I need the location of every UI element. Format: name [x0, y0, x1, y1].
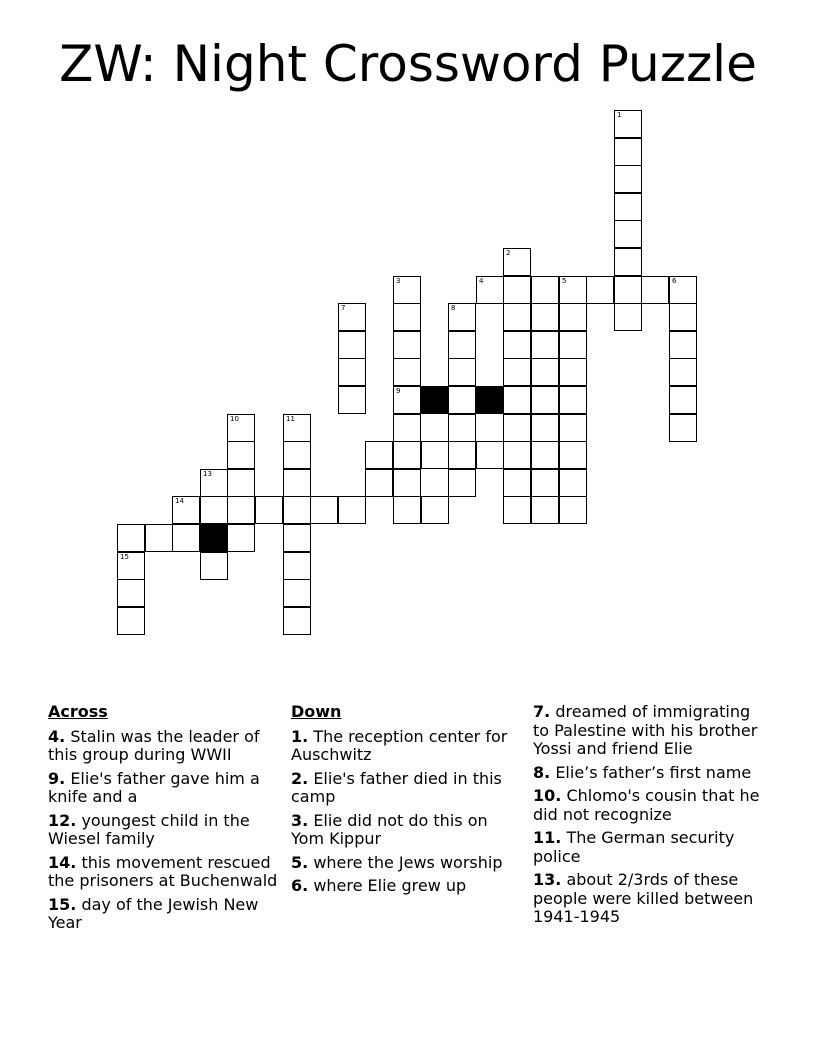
- clue-number: 14: [175, 497, 184, 505]
- crossword-cell[interactable]: [283, 607, 311, 635]
- crossword-cell[interactable]: [614, 220, 642, 248]
- clue-item: [48, 728, 280, 765]
- clue-item: [291, 770, 523, 807]
- clue-item: [533, 871, 765, 927]
- crossword-cell[interactable]: [614, 248, 642, 276]
- clue-item-number: 1.: [291, 726, 309, 746]
- crossword-cell[interactable]: [476, 276, 504, 304]
- crossword-cell[interactable]: [145, 524, 173, 552]
- crossword-cell[interactable]: [227, 441, 255, 469]
- crossword-cell[interactable]: [503, 496, 531, 524]
- crossword-cell[interactable]: [669, 386, 697, 414]
- crossword-cell[interactable]: [614, 193, 642, 221]
- crossword-cell[interactable]: [503, 469, 531, 497]
- crossword-cell[interactable]: [227, 414, 255, 442]
- crossword-cell[interactable]: [503, 441, 531, 469]
- crossword-cell[interactable]: [310, 496, 338, 524]
- clue-item: [533, 764, 765, 783]
- clue-item-text: dreamed of immigrating to Palestine with his brother Yossi and friend Elie: [533, 702, 758, 758]
- crossword-cell[interactable]: [365, 441, 393, 469]
- crossword-cell[interactable]: [559, 469, 587, 497]
- clue-item: [533, 703, 765, 759]
- crossword-cell[interactable]: [393, 496, 421, 524]
- crossword-cell[interactable]: [338, 386, 366, 414]
- crossword-cell[interactable]: [614, 110, 642, 138]
- clue-number: 2: [506, 249, 511, 257]
- crossword-cell[interactable]: [393, 441, 421, 469]
- clue-item: [48, 812, 280, 849]
- crossword-cell[interactable]: [531, 276, 559, 304]
- crossword-cell[interactable]: [503, 358, 531, 386]
- crossword-block: [200, 524, 228, 552]
- clue-item-text: Chlomo's cousin that he did not recognize: [533, 786, 760, 824]
- crossword-cell[interactable]: [393, 303, 421, 331]
- crossword-cell[interactable]: [172, 524, 200, 552]
- clue-item-number: 9.: [48, 768, 66, 788]
- crossword-cell[interactable]: [338, 303, 366, 331]
- clue-number: 6: [672, 277, 677, 285]
- clue-number: 4: [479, 277, 484, 285]
- crossword-cell[interactable]: [283, 552, 311, 580]
- crossword-cell[interactable]: [559, 496, 587, 524]
- crossword-cell[interactable]: [200, 496, 228, 524]
- clue-item-text: where Elie grew up: [313, 876, 467, 895]
- crossword-cell[interactable]: [586, 276, 614, 304]
- crossword-cell[interactable]: [531, 386, 559, 414]
- clue-item: [291, 812, 523, 849]
- crossword-cell[interactable]: [283, 496, 311, 524]
- clue-item-text: Elie's father died in this camp: [291, 768, 502, 806]
- clue-number: 11: [286, 415, 295, 423]
- down-clues-continued: [533, 703, 765, 932]
- crossword-cell[interactable]: [531, 441, 559, 469]
- clue-item-text: Elie did not do this on Yom Kippur: [291, 810, 488, 848]
- clue-item: [291, 877, 523, 896]
- crossword-cell[interactable]: [614, 165, 642, 193]
- clue-number: 9: [396, 387, 401, 395]
- crossword-cell[interactable]: [559, 331, 587, 359]
- clue-number: 13: [203, 470, 212, 478]
- clue-item-text: Elie’s father’s first name: [555, 762, 752, 782]
- crossword-cell[interactable]: [448, 414, 476, 442]
- down-clue-list-continued: [533, 703, 765, 927]
- down-clue-list: [291, 728, 523, 896]
- clue-item: [291, 854, 523, 873]
- crossword-cell[interactable]: [338, 496, 366, 524]
- crossword-cell[interactable]: [559, 386, 587, 414]
- clue-item-number: 11.: [533, 828, 562, 847]
- crossword-cell[interactable]: [338, 358, 366, 386]
- clue-item: [533, 787, 765, 824]
- crossword-cell[interactable]: [393, 358, 421, 386]
- down-clues: [291, 703, 523, 901]
- crossword-cell[interactable]: [669, 276, 697, 304]
- crossword-cell[interactable]: [421, 496, 449, 524]
- crossword-cell[interactable]: [503, 276, 531, 304]
- crossword-cell[interactable]: [117, 524, 145, 552]
- clue-item-number: 3.: [291, 810, 309, 830]
- across-heading: Across: [48, 702, 108, 721]
- crossword-cell[interactable]: [117, 579, 145, 607]
- crossword-cell[interactable]: [393, 469, 421, 497]
- crossword-cell[interactable]: [614, 138, 642, 166]
- clue-item-number: 10.: [533, 786, 562, 805]
- crossword-cell[interactable]: [365, 469, 393, 497]
- crossword-cell[interactable]: [448, 331, 476, 359]
- crossword-cell[interactable]: [503, 303, 531, 331]
- clue-number: 8: [451, 304, 456, 312]
- crossword-cell[interactable]: [531, 414, 559, 442]
- clue-item-number: 7.: [533, 702, 551, 721]
- crossword-cell[interactable]: [669, 303, 697, 331]
- clue-item-text: about 2/3rds of these people were killed between 1941-1945: [533, 870, 754, 926]
- crossword-cell[interactable]: [448, 358, 476, 386]
- crossword-cell[interactable]: [503, 386, 531, 414]
- clue-item-text: this movement rescued the prisoners at Buchenwald: [48, 852, 278, 890]
- clue-item: [533, 829, 765, 866]
- page-title: ZW: Night Crossword Puzzle: [59, 35, 757, 93]
- crossword-cell[interactable]: [283, 441, 311, 469]
- crossword-cell[interactable]: [614, 303, 642, 331]
- clue-item-number: 14.: [48, 852, 77, 872]
- clue-number: 5: [562, 277, 567, 285]
- crossword-cell[interactable]: [172, 496, 200, 524]
- crossword-cell[interactable]: [393, 414, 421, 442]
- crossword-cell[interactable]: [421, 441, 449, 469]
- crossword-cell[interactable]: [227, 496, 255, 524]
- crossword-cell[interactable]: [559, 303, 587, 331]
- clue-item-text: Elie's father gave him a knife and a: [48, 768, 260, 806]
- clue-item-number: 6.: [291, 876, 309, 895]
- crossword-cell[interactable]: [503, 414, 531, 442]
- crossword-cell[interactable]: [200, 552, 228, 580]
- crossword-cell[interactable]: [338, 331, 366, 359]
- crossword-cell[interactable]: [393, 331, 421, 359]
- crossword-cell[interactable]: [503, 331, 531, 359]
- crossword-cell[interactable]: [531, 496, 559, 524]
- crossword-cell[interactable]: [559, 358, 587, 386]
- crossword-cell[interactable]: [393, 276, 421, 304]
- crossword-cell[interactable]: [117, 552, 145, 580]
- clue-item: [291, 728, 523, 765]
- crossword-cell[interactable]: [448, 469, 476, 497]
- crossword-cell[interactable]: [531, 303, 559, 331]
- crossword-cell[interactable]: [283, 414, 311, 442]
- clue-item-number: 12.: [48, 810, 77, 830]
- crossword-block: [421, 386, 449, 414]
- clue-number: 3: [396, 277, 401, 285]
- crossword-cell[interactable]: [559, 441, 587, 469]
- clue-item-number: 13.: [533, 870, 562, 889]
- across-clue-list: [48, 728, 280, 933]
- clue-item-text: The German security police: [533, 828, 735, 866]
- crossword-cell[interactable]: [559, 276, 587, 304]
- clue-item-text: day of the Jewish New Year: [48, 894, 259, 932]
- clue-item-number: 5.: [291, 852, 309, 872]
- crossword-cell[interactable]: [117, 607, 145, 635]
- clue-item-text: youngest child in the Wiesel family: [48, 810, 250, 848]
- across-clues: [48, 703, 280, 938]
- crossword-cell[interactable]: [669, 414, 697, 442]
- crossword-cell[interactable]: [476, 441, 504, 469]
- crossword-cell[interactable]: [283, 469, 311, 497]
- crossword-cell[interactable]: [503, 248, 531, 276]
- crossword-cell[interactable]: [531, 331, 559, 359]
- clue-number: 1: [617, 111, 622, 119]
- crossword-cell[interactable]: [614, 276, 642, 304]
- crossword-cell[interactable]: [559, 414, 587, 442]
- crossword-cell[interactable]: [200, 469, 228, 497]
- crossword-cell[interactable]: [283, 579, 311, 607]
- crossword-cell[interactable]: [227, 469, 255, 497]
- clue-item: [48, 854, 280, 891]
- clue-item-text: Stalin was the leader of this group during WWII: [48, 726, 260, 764]
- crossword-cell[interactable]: [641, 276, 669, 304]
- crossword-cell[interactable]: [448, 441, 476, 469]
- clue-number: 15: [120, 553, 129, 561]
- down-heading: Down: [291, 702, 342, 721]
- crossword-block: [476, 386, 504, 414]
- clue-item: [48, 770, 280, 807]
- crossword-cell[interactable]: [227, 524, 255, 552]
- clue-item-number: 8.: [533, 762, 551, 782]
- crossword-cell[interactable]: [283, 524, 311, 552]
- crossword-cell[interactable]: [669, 358, 697, 386]
- clue-number: 10: [230, 415, 239, 423]
- clue-item-text: The reception center for Auschwitz: [291, 726, 508, 764]
- crossword-cell[interactable]: [531, 358, 559, 386]
- crossword-cell[interactable]: [531, 469, 559, 497]
- crossword-cell[interactable]: [448, 303, 476, 331]
- crossword-cell[interactable]: [669, 331, 697, 359]
- crossword-cell[interactable]: [393, 386, 421, 414]
- crossword-cell[interactable]: [255, 496, 283, 524]
- clue-item-number: 2.: [291, 768, 309, 788]
- crossword-cell[interactable]: [448, 386, 476, 414]
- clue-number: 7: [341, 304, 346, 312]
- clue-item-number: 15.: [48, 894, 77, 914]
- clue-item-text: where the Jews worship: [313, 852, 503, 872]
- clue-item: [48, 896, 280, 933]
- clue-item-number: 4.: [48, 726, 66, 746]
